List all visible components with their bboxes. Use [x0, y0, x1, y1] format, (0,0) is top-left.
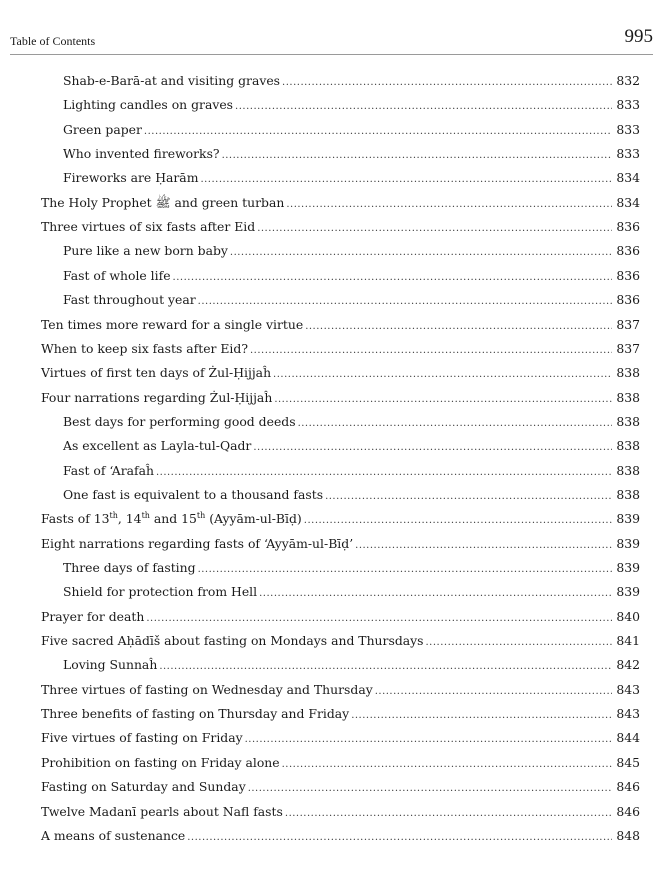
- toc-entry-title: A means of sustenance: [41, 827, 186, 843]
- toc-entry[interactable]: [0, 703, 667, 725]
- toc-entry-page: 836: [616, 243, 640, 259]
- dot-leader: [144, 121, 612, 143]
- dot-leader: [156, 462, 612, 484]
- toc-entry-title: When to keep six fasts after Eid?: [41, 340, 248, 356]
- toc-entry[interactable]: [0, 192, 667, 214]
- toc-entry-title: Fast throughout year: [63, 292, 196, 308]
- toc-entry-title: Ten times more reward for a single virtue: [41, 316, 304, 332]
- dot-leader: [355, 535, 612, 557]
- toc-entry[interactable]: [0, 606, 667, 628]
- dot-leader: [250, 340, 612, 362]
- toc-entry[interactable]: [0, 167, 667, 189]
- dot-leader: [274, 389, 612, 411]
- dot-leader: [375, 681, 612, 703]
- toc-entry-page: 839: [616, 511, 640, 527]
- toc-entry[interactable]: [0, 362, 667, 384]
- toc-entry[interactable]: [0, 581, 667, 603]
- toc-entry-title: Who invented fireworks?: [63, 146, 220, 162]
- toc-entry-title: Green paper: [63, 121, 142, 137]
- toc-entry[interactable]: [0, 265, 667, 287]
- toc-entry-title: Pure like a new born baby: [63, 243, 228, 259]
- dot-leader: [187, 827, 612, 849]
- toc-entry-title: Shield for protection from Hell: [63, 584, 258, 600]
- toc-entry-title: Fireworks are Ḥarām: [63, 170, 199, 186]
- dot-leader: [245, 729, 612, 751]
- toc-entry-title: Three virtues of fasting on Wednesday and Thursday: [41, 681, 373, 697]
- toc-entry-page: 833: [616, 121, 640, 137]
- toc-entry-title: Fast of whole life: [63, 267, 171, 283]
- toc-entry-title: Loving Sunnaĥ: [63, 657, 158, 673]
- toc-entry-page: 837: [616, 340, 640, 356]
- toc-entry-page: 839: [616, 560, 640, 575]
- toc-entry-page: 836: [616, 292, 640, 308]
- dot-leader: [298, 413, 612, 435]
- dot-leader: [282, 754, 612, 776]
- toc-entry[interactable]: [0, 143, 667, 165]
- toc-entry-page: 838: [616, 486, 640, 502]
- toc-entry-page: 839: [616, 584, 640, 600]
- toc-entry[interactable]: [0, 338, 667, 360]
- dot-leader: [282, 72, 612, 94]
- toc-entry[interactable]: [0, 508, 667, 530]
- toc-entry-title: Three benefits of fasting on Thursday and Friday: [41, 706, 350, 722]
- dot-leader: [304, 510, 612, 532]
- toc-entry-page: 838: [616, 462, 640, 478]
- toc-entry-page: 832: [616, 73, 640, 88]
- toc-entry[interactable]: [0, 630, 667, 652]
- toc-entry-title: Prayer for death: [41, 608, 145, 624]
- toc-entry-title: Lighting candles on graves: [63, 97, 234, 113]
- toc-entry[interactable]: [0, 435, 667, 457]
- toc-entry[interactable]: [0, 314, 667, 336]
- toc-entry-title: Twelve Madanī pearls about Nafl fasts: [41, 803, 283, 819]
- toc-entry-title: Best days for performing good deeds: [63, 413, 296, 429]
- toc-entry-page: 836: [616, 267, 640, 283]
- toc-entry[interactable]: [0, 216, 667, 238]
- dot-leader: [253, 437, 612, 459]
- dot-leader: [146, 608, 612, 630]
- toc-entry-title: Virtues of first ten days of Żul-Ḥijjaĥ: [41, 365, 272, 381]
- toc-entry[interactable]: [0, 289, 667, 311]
- dot-leader: [159, 656, 612, 678]
- toc-entry-title: The Holy Prophet ﷺ and green turban: [41, 194, 285, 210]
- toc-entry[interactable]: [0, 240, 667, 262]
- toc-entry[interactable]: [0, 484, 667, 506]
- dot-leader: [200, 169, 612, 191]
- toc-entry[interactable]: [0, 411, 667, 433]
- toc-entry-page: 843: [616, 681, 640, 697]
- toc-entry-page: 841: [616, 633, 640, 649]
- toc-entry-title: Four narrations regarding Żul-Ḥijjaĥ: [41, 389, 273, 405]
- toc-entry[interactable]: [0, 533, 667, 555]
- toc-entry-page: 838: [616, 413, 640, 429]
- toc-entry[interactable]: [0, 70, 667, 92]
- toc-entry-page: 843: [616, 706, 640, 722]
- toc-entry[interactable]: [0, 825, 667, 847]
- toc-entry[interactable]: [0, 557, 667, 579]
- toc-entry-title: Fasting on Saturday and Sunday: [41, 779, 246, 795]
- toc-entry-page: 846: [616, 779, 640, 795]
- toc-entry[interactable]: [0, 94, 667, 116]
- toc-entry-page: 838: [616, 365, 640, 381]
- toc-entry-page: 842: [616, 657, 640, 673]
- toc-entry-page: 834: [616, 194, 640, 210]
- dot-leader: [426, 632, 613, 654]
- toc-entry-title: One fast is equivalent to a thousand fasts: [63, 486, 324, 502]
- toc-entry-title: Five virtues of fasting on Friday: [41, 730, 243, 746]
- dot-leader: [285, 803, 612, 825]
- toc-entry[interactable]: [0, 460, 667, 482]
- toc-entry-page: 846: [616, 803, 640, 819]
- dot-leader: [259, 583, 612, 605]
- toc-entry[interactable]: [0, 119, 667, 141]
- toc-entry-page: 838: [616, 438, 640, 454]
- toc-entry[interactable]: [0, 776, 667, 798]
- toc-entry-page: 845: [616, 754, 640, 770]
- page-number: 995: [624, 26, 653, 47]
- toc-entry-title: Shab-e-Barā-at and visiting graves: [63, 73, 281, 88]
- toc-entry-title: Three days of fasting: [63, 560, 196, 575]
- toc-entry-page: 833: [616, 97, 640, 113]
- toc-entry-title: Eight narrations regarding fasts of ‘Ayyām-ul-Bīḍ’: [41, 535, 354, 551]
- toc-entry-page: 839: [616, 535, 640, 551]
- dot-leader: [235, 96, 612, 118]
- toc-entry[interactable]: [0, 679, 667, 701]
- toc-entry-page: 848: [616, 827, 640, 843]
- toc-entry[interactable]: [0, 752, 667, 774]
- page-header: [10, 28, 653, 55]
- toc-entry-title: Prohibition on fasting on Friday alone: [41, 754, 280, 770]
- dot-leader: [351, 705, 612, 727]
- dot-leader: [198, 559, 612, 581]
- toc-entry-title: Five sacred Aḥādīš about fasting on Mondays and Thursdays: [41, 633, 424, 649]
- toc-entry-page: 838: [616, 389, 640, 405]
- toc-entry-page: 840: [616, 608, 640, 624]
- dot-leader: [198, 291, 612, 313]
- toc-entry-page: 834: [616, 170, 640, 186]
- toc-entry-title: Three virtues of six fasts after Eid: [41, 219, 256, 235]
- toc-entry[interactable]: [0, 387, 667, 409]
- dot-leader: [222, 145, 612, 167]
- toc-entry[interactable]: [0, 801, 667, 823]
- toc-entry-page: 844: [616, 730, 640, 746]
- dot-leader: [325, 486, 612, 508]
- toc-entry-page: 833: [616, 146, 640, 162]
- dot-leader: [248, 778, 612, 800]
- dot-leader: [305, 316, 612, 338]
- dot-leader: [257, 218, 612, 240]
- toc-entry-title: Fast of ‘Arafaĥ: [63, 462, 154, 478]
- dot-leader: [230, 242, 612, 264]
- toc-entry[interactable]: [0, 727, 667, 749]
- toc-entry-page: 837: [616, 316, 640, 332]
- running-header-title: Table of Contents: [10, 34, 96, 48]
- toc-entry-page: 836: [616, 219, 640, 235]
- dot-leader: [286, 194, 612, 216]
- dot-leader: [173, 267, 612, 289]
- toc-entry[interactable]: [0, 654, 667, 676]
- toc-entry-title: As excellent as Layla-tul-Qadr: [63, 438, 252, 454]
- toc-entry-title: Fasts of 13th, 14th and 15th (Ayyām-ul-Bīḍ): [41, 511, 302, 527]
- dot-leader: [273, 364, 612, 386]
